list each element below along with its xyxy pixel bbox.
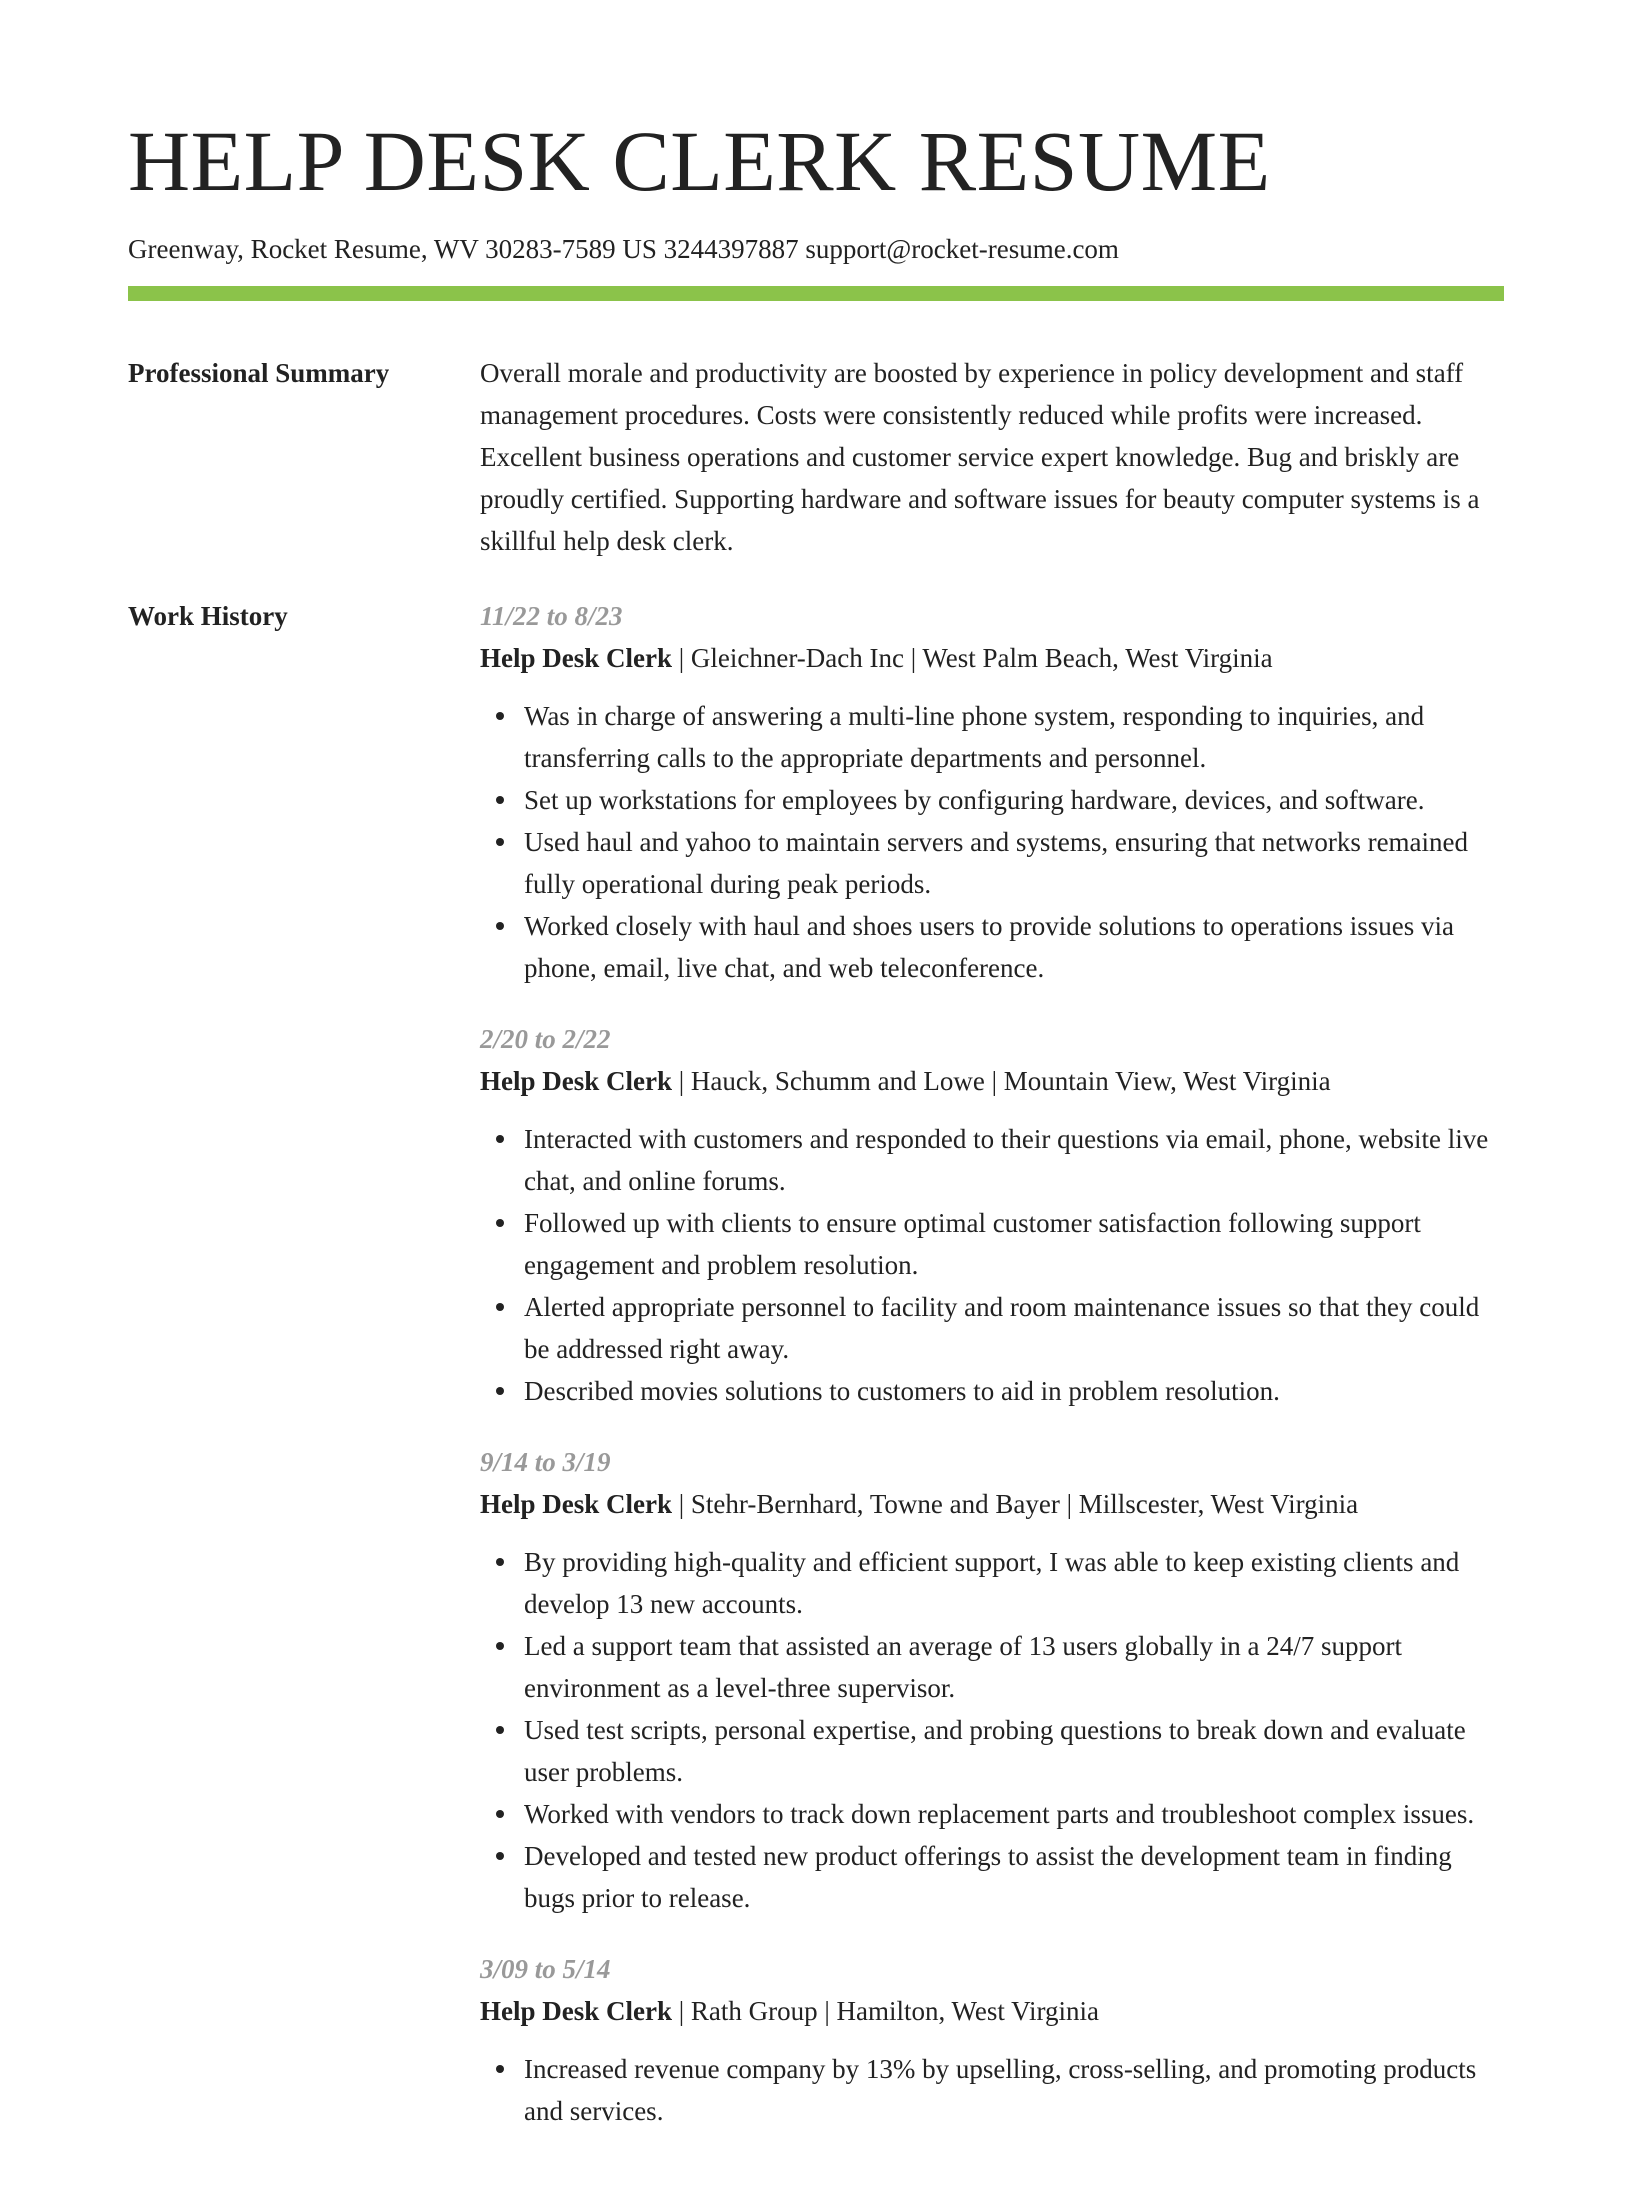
list-item bbox=[524, 1118, 1504, 1202]
list-item bbox=[524, 1286, 1504, 1370]
list-item bbox=[524, 1793, 1504, 1835]
job-bullet-list bbox=[480, 695, 1504, 989]
list-item bbox=[524, 2048, 1504, 2132]
resume-title: HELP DESK CLERK RESUME bbox=[128, 113, 1271, 209]
bullet-dot-icon bbox=[496, 1303, 504, 1311]
bullet-text: Followed up with clients to ensure optimal customer satisfaction following support engagement and problem resolution. bbox=[524, 1208, 1421, 1280]
job-entry bbox=[480, 1018, 1504, 1412]
list-item bbox=[524, 695, 1504, 779]
bullet-text: Worked with vendors to track down replacement parts and troubleshoot complex issues. bbox=[524, 1799, 1475, 1829]
bullet-text: Described movies solutions to customers to aid in problem resolution. bbox=[524, 1376, 1280, 1406]
job-bullet-list bbox=[480, 1541, 1504, 1919]
list-item bbox=[524, 1370, 1504, 1412]
bullet-text: Developed and tested new product offerings to assist the development team in finding bugs prior to release. bbox=[524, 1841, 1452, 1913]
bullet-dot-icon bbox=[496, 1852, 504, 1860]
summary-text: Overall morale and productivity are boosted by experience in policy development and staff management procedures. Costs were consistently reduced while profits were increased. Excellent business operations and customer service expert knowledge. Bug and briskly are proudly certified. Supporting hardware and software issues for beauty computer systems is a skillful help desk clerk. bbox=[480, 358, 1480, 556]
job-heading bbox=[480, 1990, 1504, 2032]
job-title: Help Desk Clerk bbox=[480, 643, 672, 673]
bullet-text: Set up workstations for employees by configuring hardware, devices, and software. bbox=[524, 785, 1425, 815]
list-item bbox=[524, 1202, 1504, 1286]
job-dates: 2/20 to 2/22 bbox=[480, 1024, 611, 1054]
header-divider bbox=[128, 286, 1504, 301]
job-title: Help Desk Clerk bbox=[480, 1996, 672, 2026]
bullet-text: Used haul and yahoo to maintain servers and systems, ensuring that networks remained fully operational during peak periods. bbox=[524, 827, 1469, 899]
professional-summary-section bbox=[128, 352, 1504, 562]
bullet-dot-icon bbox=[496, 1642, 504, 1650]
bullet-text: Worked closely with haul and shoes users to provide solutions to operations issues via phone, email, live chat, and web teleconference. bbox=[524, 911, 1454, 983]
job-company-location: | Gleichner-Dach Inc | West Palm Beach, West Virginia bbox=[672, 643, 1273, 673]
job-dates: 3/09 to 5/14 bbox=[480, 1954, 611, 1984]
job-dates: 11/22 to 8/23 bbox=[480, 601, 623, 631]
job-dates: 9/14 to 3/19 bbox=[480, 1447, 611, 1477]
list-item bbox=[524, 1541, 1504, 1625]
job-entry bbox=[480, 1948, 1504, 2132]
bullet-dot-icon bbox=[496, 1387, 504, 1395]
list-item bbox=[524, 1625, 1504, 1709]
job-bullet-list bbox=[480, 1118, 1504, 1412]
bullet-text: Alerted appropriate personnel to facility and room maintenance issues so that they could be addressed right away. bbox=[524, 1292, 1480, 1364]
bullet-dot-icon bbox=[496, 922, 504, 930]
bullet-text: Was in charge of answering a multi-line phone system, responding to inquiries, and transferring calls to the appropriate departments and personnel. bbox=[524, 701, 1425, 773]
job-heading bbox=[480, 1060, 1504, 1102]
contact-line: Greenway, Rocket Resume, WV 30283-7589 US 3244397887 support@rocket-resume.com bbox=[128, 234, 1119, 264]
bullet-dot-icon bbox=[496, 1135, 504, 1143]
bullet-dot-icon bbox=[496, 1726, 504, 1734]
resume-sections bbox=[128, 352, 1504, 2194]
list-item bbox=[524, 1835, 1504, 1919]
bullet-text: Interacted with customers and responded to their questions via email, phone, website live chat, and online forums. bbox=[524, 1124, 1489, 1196]
bullet-dot-icon bbox=[496, 1558, 504, 1566]
job-title: Help Desk Clerk bbox=[480, 1066, 672, 1096]
bullet-text: By providing high-quality and efficient support, I was able to keep existing clients and develop 13 new accounts. bbox=[524, 1547, 1460, 1619]
work-history-section bbox=[128, 595, 1504, 2161]
section-label-summary: Professional Summary bbox=[128, 358, 390, 388]
bullet-dot-icon bbox=[496, 1810, 504, 1818]
bullet-dot-icon bbox=[496, 2065, 504, 2073]
bullet-dot-icon bbox=[496, 712, 504, 720]
bullet-dot-icon bbox=[496, 1219, 504, 1227]
job-bullet-list bbox=[480, 2048, 1504, 2132]
job-entry bbox=[480, 595, 1504, 989]
bullet-text: Led a support team that assisted an average of 13 users globally in a 24/7 support environment as a level-three supervisor. bbox=[524, 1631, 1403, 1703]
list-item bbox=[524, 905, 1504, 989]
section-label-work-history: Work History bbox=[128, 601, 288, 631]
list-item bbox=[524, 1709, 1504, 1793]
bullet-dot-icon bbox=[496, 796, 504, 804]
job-company-location: | Rath Group | Hamilton, West Virginia bbox=[672, 1996, 1099, 2026]
list-item bbox=[524, 779, 1504, 821]
work-history-body bbox=[480, 595, 1504, 2161]
job-company-location: | Stehr-Bernhard, Towne and Bayer | Millscester, West Virginia bbox=[672, 1489, 1359, 1519]
list-item bbox=[524, 821, 1504, 905]
job-heading bbox=[480, 1483, 1504, 1525]
job-entry bbox=[480, 1441, 1504, 1919]
job-title: Help Desk Clerk bbox=[480, 1489, 672, 1519]
bullet-text: Used test scripts, personal expertise, and probing questions to break down and evaluate user problems. bbox=[524, 1715, 1466, 1787]
bullet-text: Increased revenue company by 13% by upselling, cross-selling, and promoting products and services. bbox=[524, 2054, 1477, 2126]
job-company-location: | Hauck, Schumm and Lowe | Mountain View, West Virginia bbox=[672, 1066, 1331, 1096]
job-heading bbox=[480, 637, 1504, 679]
bullet-dot-icon bbox=[496, 838, 504, 846]
summary-body bbox=[480, 352, 1504, 562]
